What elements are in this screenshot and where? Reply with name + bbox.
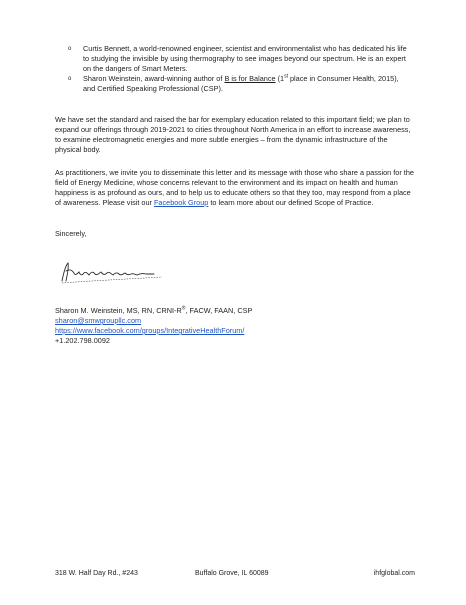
bullet-text-prefix: Sharon Weinstein, award-winning author of: [83, 74, 225, 83]
bullet-circle-icon: o: [68, 76, 72, 82]
list-item: [68, 74, 408, 94]
signer-name: Sharon M. Weinstein, MS, RN, CRNI-R®, FACW, FAAN, CSP: [55, 305, 253, 315]
facebook-url-link[interactable]: https://www.facebook.com/groups/IntegrativeHealthForum/: [55, 326, 245, 335]
contact-block: [55, 306, 355, 346]
bullet-text-mid: (1: [275, 74, 285, 83]
closing: Sincerely,: [55, 229, 87, 238]
bullet-text-end: place in Consumer Health, 2015), and Certified Speaking Professional (CSP).: [83, 74, 399, 93]
paragraph-standard: We have set the standard and raised the bar for exemplary education related to this important field; we plan to expand our offerings through 2019-2021 to cities throughout North America in an effort to increase awareness, to examine electromagnetic energies and more subtle energies – from the dynamic infrastructure of the physical body.: [55, 115, 411, 154]
list-item: [68, 44, 408, 74]
footer: [55, 570, 415, 580]
handwritten-signature: [58, 257, 168, 287]
email-link[interactable]: sharon@smwgroupllc.com: [55, 316, 142, 325]
footer-city: Buffalo Grove, IL 60089: [195, 570, 269, 577]
speaker-list: [68, 44, 408, 94]
superscript: st: [284, 73, 288, 80]
footer-website: ihfglobal.com: [373, 570, 415, 577]
bullet-text: Curtis Bennett, a world-renowned engineer, scientist and environmentalist who has dedicated his life to studying the invisible by using thermography to see images beyond our spectrum. He is an expert on the dangers of Smart Meters.: [83, 44, 407, 73]
footer-address: 318 W. Half Day Rd., #243: [55, 570, 138, 577]
book-title: B is for Balance: [224, 74, 276, 83]
invitation-text-end: to learn more about our defined Scope of Practice.: [208, 198, 374, 207]
facebook-group-link[interactable]: Facebook Group: [153, 198, 209, 207]
paragraph-invitation: [55, 168, 415, 208]
bullet-circle-icon: o: [68, 46, 72, 52]
phone-number: +1.202.798.0092: [55, 336, 110, 345]
invitation-text: As practitioners, we invite you to disseminate this letter and its message with those who share a passion for the field of Energy Medicine, whose concerns relevant to the environment and its impact on health and human happiness is as profound as ours, and to help us to educate others so that they too, may respond from a place of awareness. Please visit our: [55, 168, 414, 207]
